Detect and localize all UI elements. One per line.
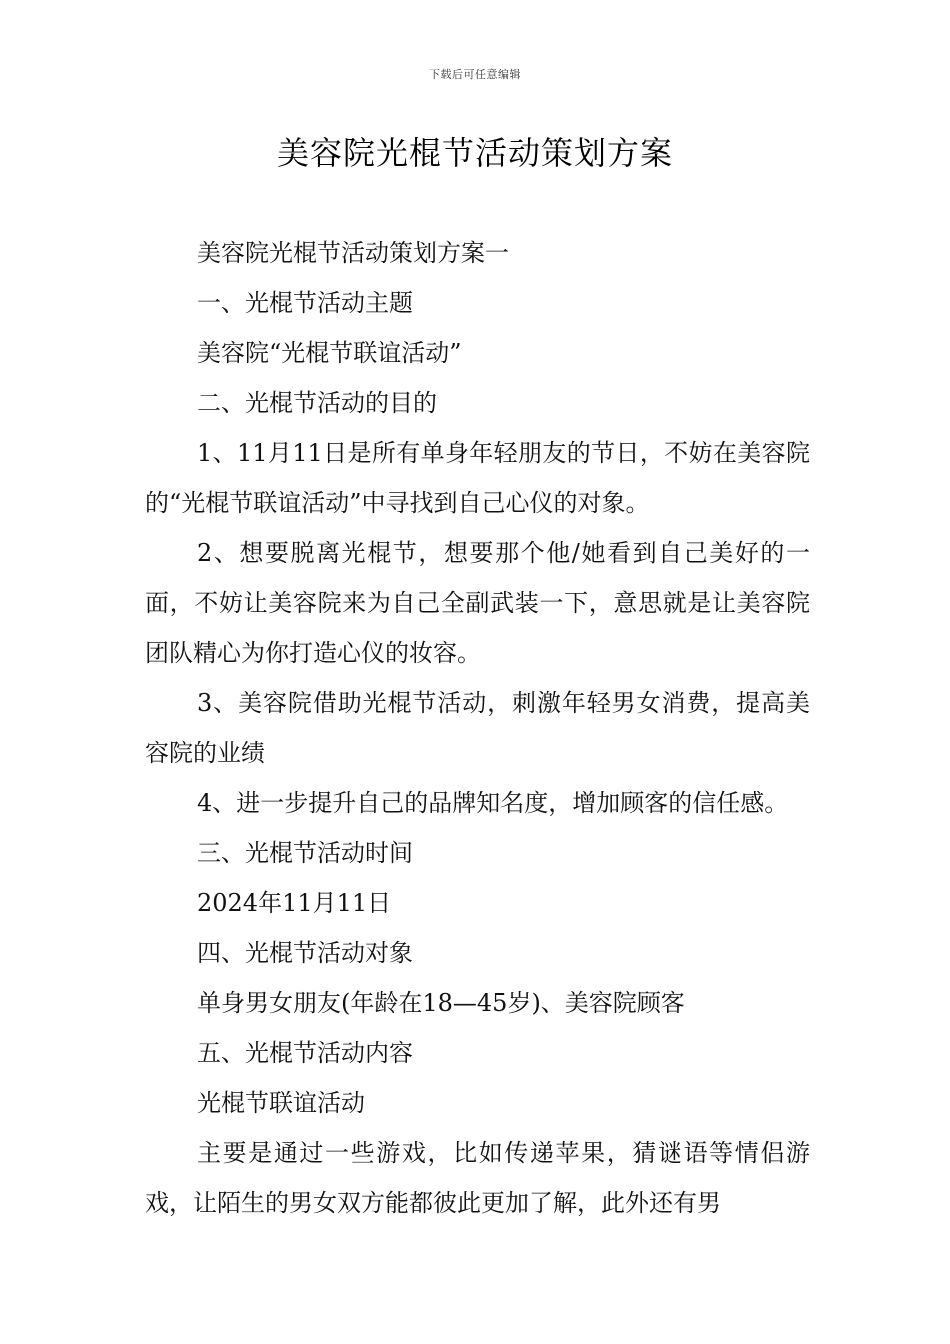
paragraph: 美容院光棍节活动策划方案一 (197, 239, 509, 267)
section-heading: 五、光棍节活动内容 (197, 1039, 413, 1067)
header-note: 下载后可任意编辑 (429, 68, 521, 81)
paragraph: 3、美容院借助光棍节活动，刺激年轻男女消费，提高美容院的业绩 (145, 689, 810, 767)
section-heading: 三、光棍节活动时间 (197, 839, 413, 867)
section-heading: 四、光棍节活动对象 (197, 939, 413, 967)
paragraph: 2、想要脱离光棍节，想要那个他/她看到自己美好的一面，不妨让美容院来为自己全副武装一下，意思就是让美容院团队精心为你打造心仪的妆容。 (145, 539, 810, 667)
paragraph: 美容院“光棍节联谊活动” (197, 339, 462, 367)
section-heading: 一、光棍节活动主题 (197, 289, 413, 317)
paragraph: 主要是通过一些游戏，比如传递苹果，猜谜语等情侣游戏，让陌生的男女双方能都彼此更加了解，此外还有男 (145, 1139, 810, 1217)
paragraph: 单身男女朋友(年龄在18—45岁)、美容院顾客 (197, 989, 685, 1017)
paragraph: 4、进一步提升自己的品牌知名度，增加顾客的信任感。 (197, 789, 789, 817)
paragraph: 2024年11月11日 (197, 889, 392, 917)
paragraph: 光棍节联谊活动 (197, 1089, 365, 1117)
document-body (145, 228, 810, 1228)
paragraph: 1、11月11日是所有单身年轻朋友的节日，不妨在美容院的“光棍节联谊活动”中寻找到自己心仪的对象。 (145, 439, 810, 517)
document-title: 美容院光棍节活动策划方案 (276, 134, 673, 172)
section-heading: 二、光棍节活动的目的 (197, 389, 437, 417)
